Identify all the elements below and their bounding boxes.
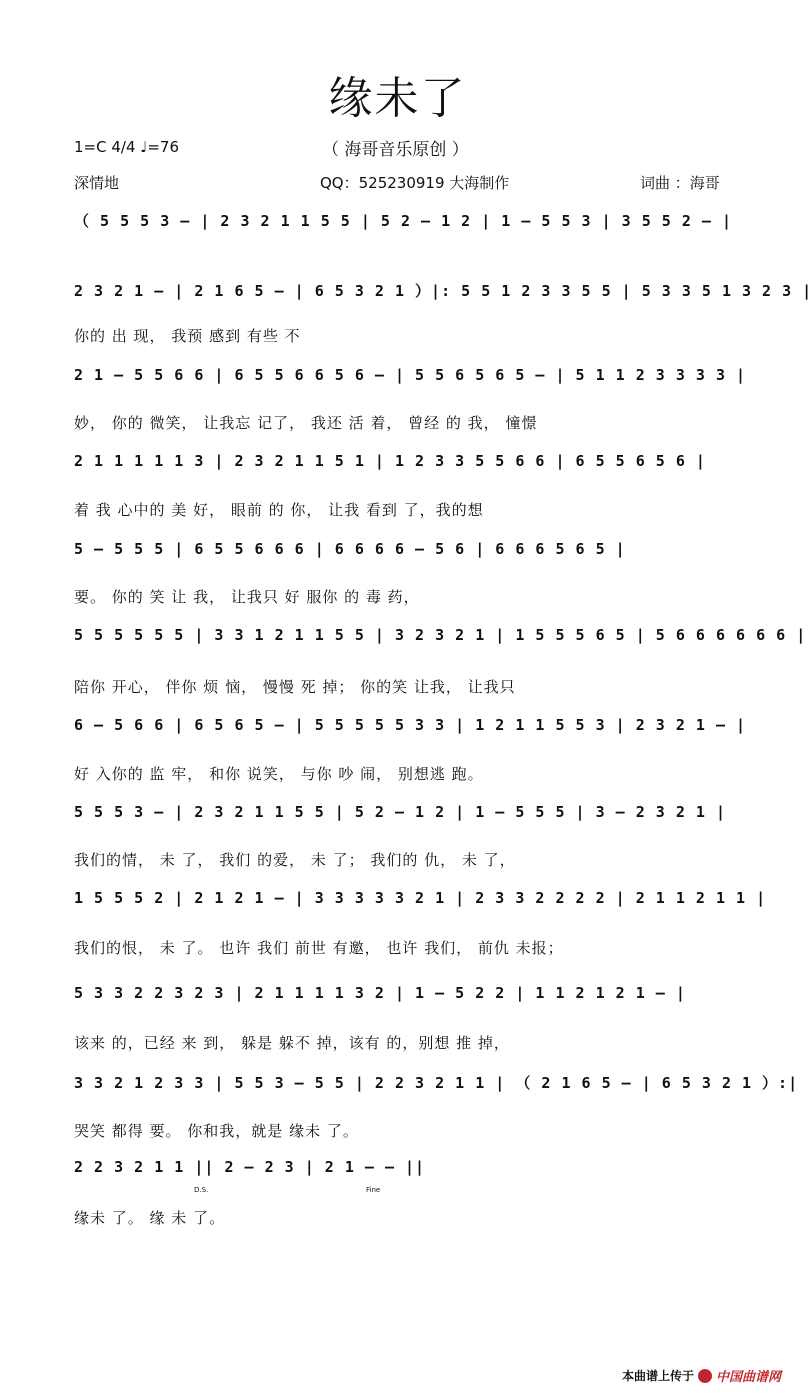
lyric-row: 哭笑 都得 要。 你和我，就是 缘未 了。 (74, 1122, 359, 1140)
lyric-row: 妙， 你的 微笑， 让我忘 记了， 我还 活 着， 曾经 的 我， 憧憬 (74, 414, 538, 432)
lyric-row: 我们的情， 未 了， 我们 的爱， 未 了； 我们的 仇， 未 了， (74, 851, 516, 869)
origin-note: （ 海哥音乐原创 ） (322, 140, 469, 160)
lyric-row: 要。 你的 笑 让 我， 让我只 好 服你 的 毒 药， (74, 588, 420, 606)
lyric-row (74, 248, 736, 270)
notation-row: 5 5 5 3 — | 2 3 2 1 1 5 5 | 5 2 — 1 2 | 1 — 5 5 5 | 3 — 2 3 2 1 | (74, 803, 736, 831)
notation-row: （ 5 5 5 3 — | 2 3 2 1 1 5 5 | 5 2 — 1 2 | 1 — 5 5 3 | 3 5 5 2 — | (74, 210, 736, 238)
notation-row: 1 5 5 5 2 | 2 1 2 1 — | 3 3 3 3 3 2 1 | 2 3 3 2 2 2 2 | 2 1 1 2 1 1 | (74, 889, 736, 917)
footer-credit (622, 1366, 781, 1385)
lyric-row: 陪你 开心， 伴你 烦 恼， 慢慢 死 掉； 你的笑 让我， 让我只 (74, 678, 516, 696)
song-title: 缘未了 (328, 73, 467, 124)
site-logo-icon (698, 1369, 712, 1383)
lyric-row: 缘未 了。 缘 未 了。 (74, 1209, 226, 1227)
notation-row: 5 5 5 5 5 5 | 3 3 1 2 1 1 5 5 | 3 2 3 2 1 | 1 5 5 5 6 5 | 5 6 6 6 6 6 6 | (74, 626, 736, 654)
footer-label: 本曲谱上传于 (621, 1369, 694, 1383)
key-signature: 1=C 4/4 ♩=76 (74, 138, 179, 156)
lyric-row: 你的 出 现， 我预 感到 有些 不 (74, 327, 301, 345)
lyric-row: 好 入你的 监 牢， 和你 说笑， 与你 吵 闹， 别想逃 跑。 (74, 765, 484, 783)
notation-row: 2 2 3 2 1 1 || 2 — 2 3 | 2 1 — — || (74, 1158, 394, 1186)
notation-row: 5 — 5 5 5 | 6 5 5 6 6 6 | 6 6 6 6 — 5 6 | 6 6 6 5 6 5 | (74, 540, 736, 568)
fine-marking: Fine (366, 1186, 381, 1194)
notation-row: 5 3 3 2 2 3 2 3 | 2 1 1 1 1 3 2 | 1 — 5 2 2 | 1 1 2 1 2 1 — | (74, 984, 736, 1012)
expression-mark: 深情地 (74, 174, 120, 192)
notation-row: 2 1 1 1 1 1 3 | 2 3 2 1 1 5 1 | 1 2 3 3 5 5 6 6 | 6 5 5 6 5 6 | (74, 452, 736, 480)
lyric-row: 着 我 心中的 美 好， 眼前 的 你， 让我 看到 了，我的想 (74, 501, 484, 519)
notation-row: 3 3 2 1 2 3 3 | 5 5 3 — 5 5 | 2 2 3 2 1 1 | （ 2 1 6 5 — | 6 5 3 2 1 ）:| (74, 1072, 736, 1100)
notation-row: 6 — 5 6 6 | 6 5 6 5 — | 5 5 5 5 5 3 3 | 1 2 1 1 5 5 3 | 2 3 2 1 — | (74, 716, 736, 744)
notation-row: 2 3 2 1 — | 2 1 6 5 — | 6 5 3 2 1 ）|: 5 5 1 2 3 3 5 5 | 5 3 3 5 1 3 2 3 | (74, 280, 736, 308)
site-name: 中国曲谱网 (715, 1370, 781, 1385)
qq-credit: QQ：525230919 大海制作 (320, 174, 510, 192)
lyric-row: 该来 的，已经 来 到， 躲是 躲不 掉，该有 的，别想 推 掉， (74, 1034, 510, 1052)
composer-credit: 词曲 ：海哥 (640, 174, 720, 192)
notation-row: 2 1 — 5 5 6 6 | 6 5 5 6 6 5 6 — | 5 5 6 5 6 5 — | 5 1 1 2 3 3 3 3 | (74, 366, 736, 394)
ds-marking: D.S. (194, 1186, 209, 1194)
lyric-row: 我们的恨， 未 了。 也许 我们 前世 有邀， 也许 我们， 前仇 未报； (74, 939, 564, 957)
